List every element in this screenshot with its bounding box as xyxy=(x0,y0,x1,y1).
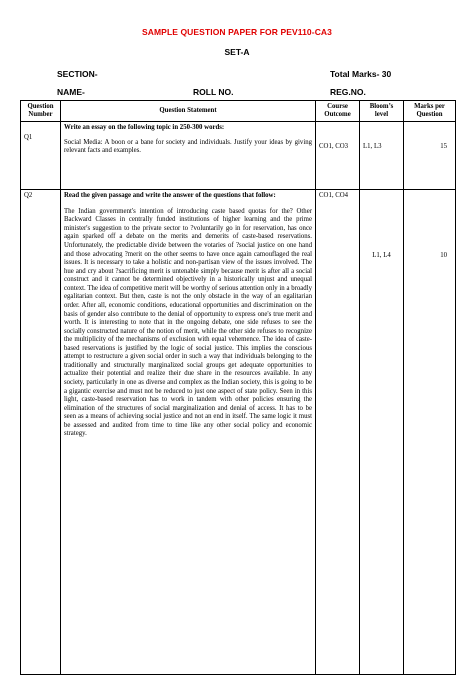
table-header-row xyxy=(21,101,456,122)
col-header-blooms-level: Bloom’s level xyxy=(360,101,404,122)
section-label: SECTION- xyxy=(57,69,98,79)
question-heading: Read the given passage and write the answer of the questions that follow: xyxy=(64,191,276,199)
course-outcome: CO1, CO3 xyxy=(316,121,360,189)
table-row xyxy=(21,121,456,189)
set-label: SET-A xyxy=(224,47,250,57)
name-label: NAME- xyxy=(57,87,85,97)
paper-title: SAMPLE QUESTION PAPER FOR PEV110-CA3 xyxy=(141,27,332,37)
question-number: Q1 xyxy=(21,121,61,189)
total-marks: Total Marks- 30 xyxy=(330,69,392,79)
marks: 15 xyxy=(404,121,456,189)
course-outcome: CO1, CO4 xyxy=(316,189,360,674)
question-table xyxy=(20,100,456,675)
blooms-level: L1, L3 xyxy=(360,121,404,189)
question-statement xyxy=(61,189,316,674)
marks: 10 xyxy=(404,189,456,674)
passage-text: The Indian government's intention of introducing caste based quotas for the? Other Backward Classes in centrally funded institutions of higher learning and the prime minister's suggestion to the private sector to ?voluntarily go in for reservation, has once again sparked off a debate on the merits and demerits of caste-based reservations. Unfortunately, the predictable divide between the votaries of ?social justice on one hand and those advocating ?merit on the other seems to have once again camouflaged the real issues. It is necessary to take a holistic and non-partisan view of the issues involved. The hue and cry about ?sacrificing merit is untenable simply because merit is after all a social construct and it cannot be determined objectively in a historically unjust and unequal context. The idea of competitive merit will be worthy of serious attention only in a broadly egalitarian context. But then, caste is not the only obstacle in the way of an egalitarian order. After all, economic conditions, educational opportunities and discrimination on the basis of gender also contribute to the denial of opportunity to express one's true merit and worth. It is interesting to note that in the ongoing debate, one side refuses to see the socially constructed nature of the notion of merit, while the other side refuses to recognize the multiplicity of the mechanisms of exclusion with equal vehemence. The idea of caste-based reservations is justified by the logic of social justice. This implies the conscious attempt to restructure a given social order in such a way that individuals belonging to the traditionally and structurally marginalized social groups get adequate opportunities to actualize their potential and realize their due share in the resources available. In any society, particularly in one as diverse and complex as the Indian society, this is going to be a gigantic exercise and must not be reduced to just one aspect of state policy. Seen in this light, caste-based reservation has to work in tandem with other policies ensuring the elimination of the structures of social marginalization and denial of access. It has to be seen as a means of achieving social justice and not an end in itself. The same logic it must be assessed and audited from time to time like any other social policy and economic strategy. xyxy=(64,207,312,438)
reg-no-label: REG.NO. xyxy=(330,87,366,97)
question-body: Social Media: A boon or a bane for society and individuals. Justify your ideas by giving relevant facts and examples. xyxy=(64,138,312,155)
question-heading: Write an essay on the following topic in 250-300 words: xyxy=(64,123,225,131)
col-header-question-statement: Question Statement xyxy=(61,101,316,122)
table-row xyxy=(21,189,456,674)
roll-no-label: ROLL NO. xyxy=(193,87,234,97)
question-statement xyxy=(61,121,316,189)
col-header-question-number: Question Number xyxy=(21,101,61,122)
blooms-level: L1, L4 xyxy=(360,189,404,674)
col-header-marks: Marks per Question xyxy=(404,101,456,122)
question-number: Q2 xyxy=(21,189,61,674)
col-header-course-outcome: Course Outcome xyxy=(316,101,360,122)
